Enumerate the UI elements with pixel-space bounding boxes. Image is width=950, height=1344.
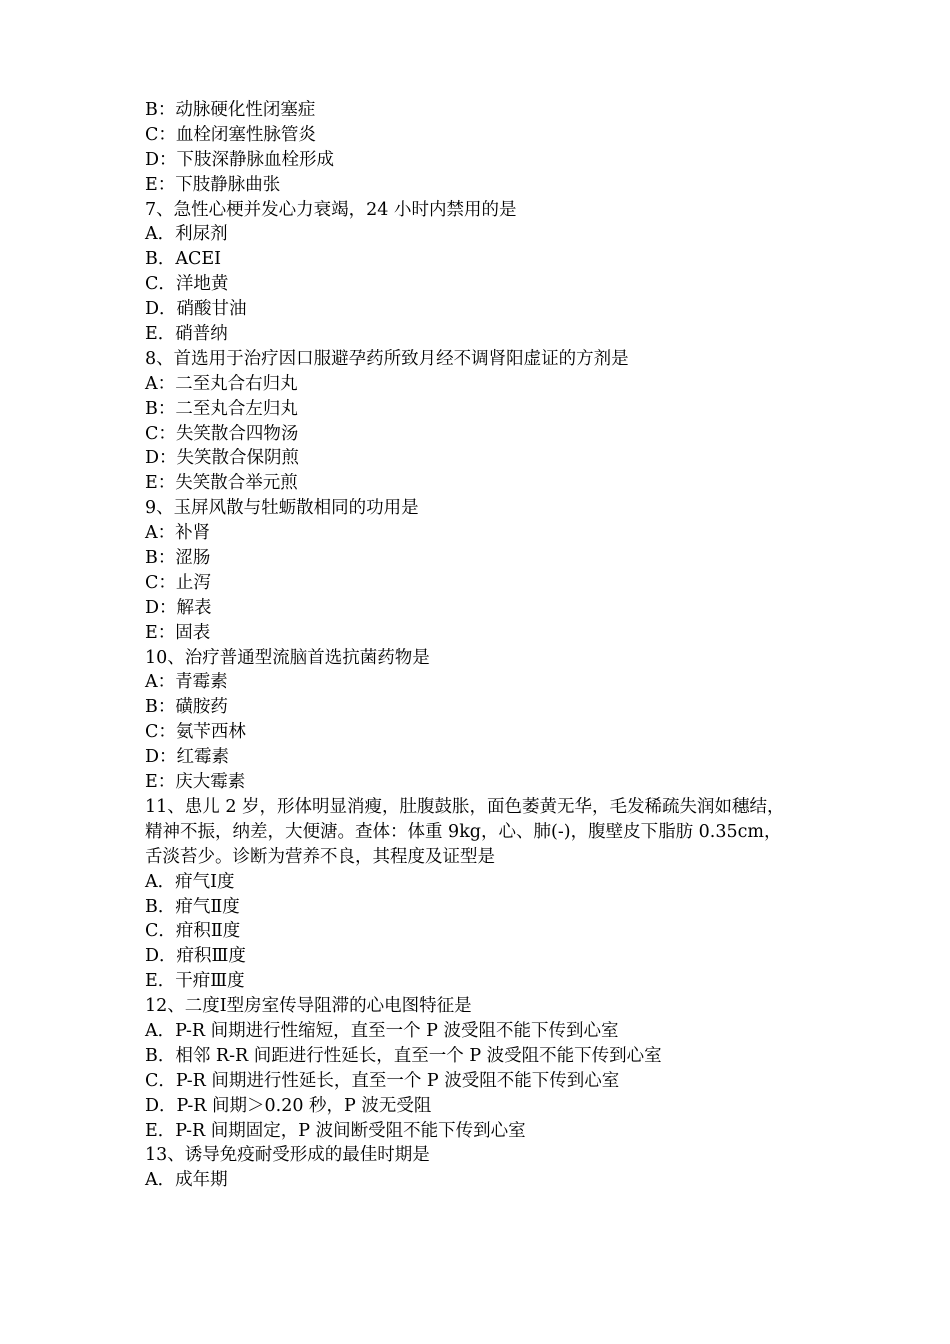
text-line: D：解表: [145, 597, 212, 618]
text-line: 舌淡苔少。诊断为营养不良，其程度及证型是: [145, 846, 495, 867]
text-line: 13、诱导免疫耐受形成的最佳时期是: [145, 1145, 430, 1166]
text-line: A．成年期: [145, 1170, 228, 1191]
text-line: 10、治疗普通型流脑首选抗菌药物是: [145, 647, 430, 668]
document-body: [145, 98, 825, 1193]
text-line: D．P-R 间期＞0.20 秒，P 波无受阻: [145, 1095, 432, 1116]
text-line: B．疳气Ⅱ度: [145, 896, 240, 917]
text-line: C：血栓闭塞性脉管炎: [145, 124, 316, 145]
text-line: 12、二度Ⅰ型房室传导阻滞的心电图特征是: [145, 996, 472, 1017]
text-line: D．硝酸甘油: [145, 299, 247, 320]
text-line: A：补肾: [145, 523, 211, 544]
text-line: E．硝普纳: [145, 324, 228, 345]
text-line: C．洋地黄: [145, 274, 229, 295]
text-line: A．利尿剂: [145, 224, 228, 245]
text-line: C．P-R 间期进行性延长，直至一个 P 波受阻不能下传到心室: [145, 1070, 620, 1091]
text-line: A．P-R 间期进行性缩短，直至一个 P 波受阻不能下传到心室: [145, 1020, 619, 1041]
text-line: 精神不振，纳差，大便溏。查体：体重 9kg，心、肺(-)，腹壁皮下脂肪 0.35cm，: [145, 821, 782, 842]
text-line: C：止泻: [145, 572, 211, 593]
text-line: B．ACEI: [145, 249, 222, 270]
text-line: 11、患儿 2 岁，形体明显消瘦，肚腹鼓胀，面色萎黄无华，毛发稀疏失润如穗结，: [145, 796, 785, 817]
text-line: B：磺胺药: [145, 697, 228, 718]
text-line: A．疳气Ⅰ度: [145, 871, 235, 892]
text-line: E：下肢静脉曲张: [145, 174, 281, 195]
text-line: E．P-R 间期固定，P 波间断受阻不能下传到心室: [145, 1120, 526, 1141]
text-line: D：红霉素: [145, 747, 230, 768]
text-line: A：二至丸合右归丸: [145, 373, 298, 394]
text-line: D：下肢深静脉血栓形成: [145, 149, 335, 170]
text-line: E．干疳Ⅲ度: [145, 971, 245, 992]
text-line: B．相邻 R-R 间距进行性延长，直至一个 P 波受阻不能下传到心室: [145, 1045, 662, 1066]
text-line: B：二至丸合左归丸: [145, 398, 298, 419]
text-line: A：青霉素: [145, 672, 228, 693]
text-line: 7、急性心梗并发心力衰竭，24 小时内禁用的是: [145, 199, 517, 220]
text-line: B：动脉硬化性闭塞症: [145, 100, 316, 120]
text-line: E：庆大霉素: [145, 772, 246, 793]
text-line: C．疳积Ⅱ度: [145, 921, 241, 942]
text-line: B：涩肠: [145, 548, 211, 569]
text-line: D：失笑散合保阴煎: [145, 448, 300, 469]
text-line: E：固表: [145, 622, 211, 643]
text-line: E：失笑散合举元煎: [145, 473, 298, 494]
text-line: D．疳积Ⅲ度: [145, 946, 246, 967]
text-line: 9、玉屏风散与牡蛎散相同的功用是: [145, 498, 419, 519]
text-line: 8、首选用于治疗因口服避孕药所致月经不调肾阳虚证的方剂是: [145, 348, 629, 369]
text-line: C：失笑散合四物汤: [145, 423, 299, 444]
text-line: C：氨苄西林: [145, 722, 246, 743]
